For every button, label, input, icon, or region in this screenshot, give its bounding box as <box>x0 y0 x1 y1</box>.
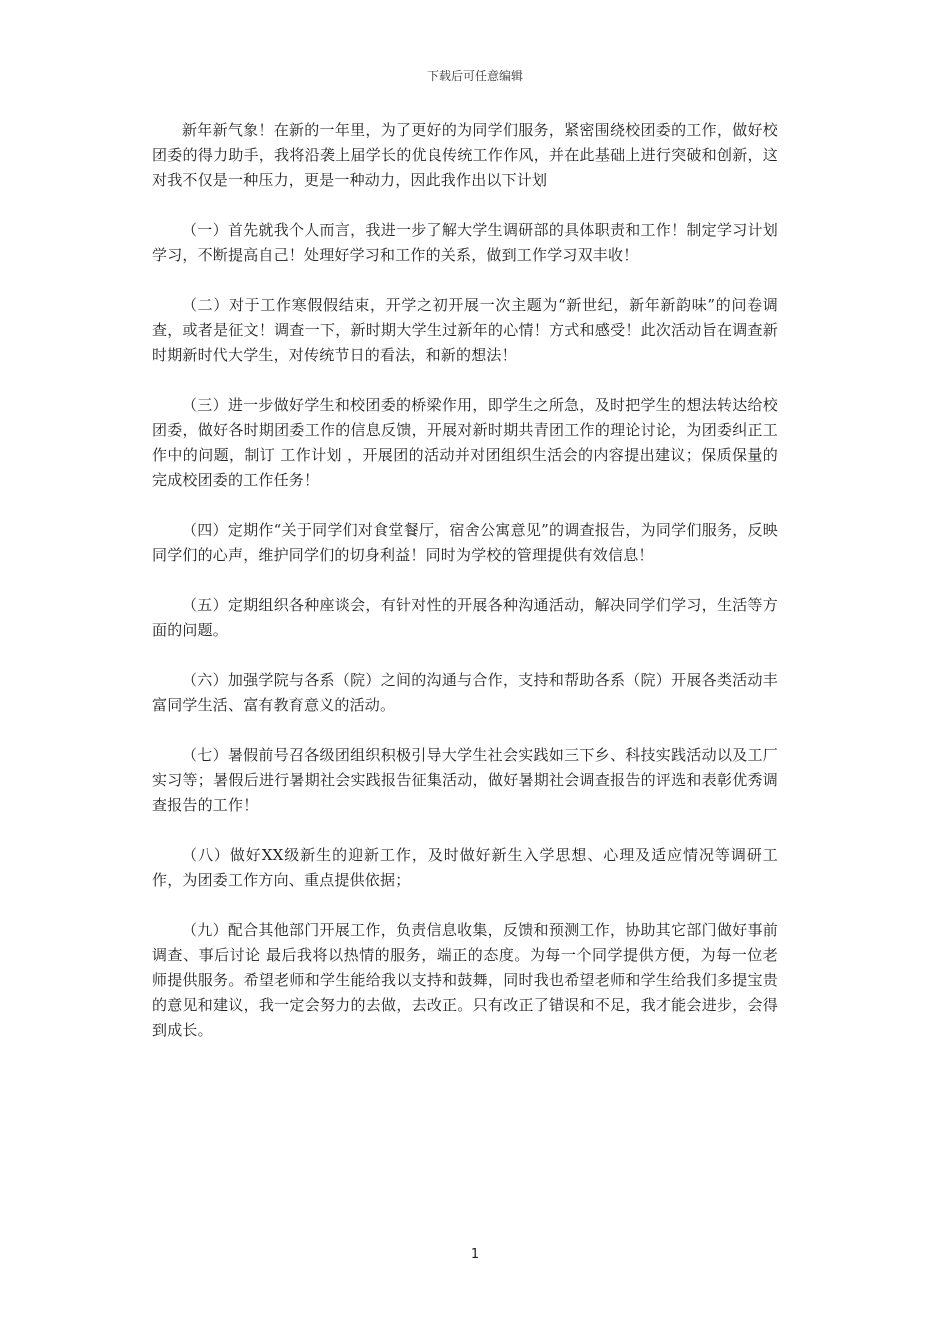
paragraph-item-5: （五）定期组织各种座谈会，有针对性的开展各种沟通活动，解决同学们学习，生活等方面的问题。 <box>152 596 778 639</box>
paragraph-item-7: （七）暑假前号召各级团组织积极引导大学生社会实践如三下乡、科技实践活动以及工厂实习等；暑假后进行暑期社会实践报告征集活动，做好暑期社会调查报告的评选和表彰优秀调查报告的工作！ <box>152 746 778 814</box>
paragraph-item-8: （八）做好XX级新生的迎新工作，及时做好新生入学思想、心理及适应情况等调研工作，为团委工作方向、重点提供依据； <box>152 846 778 889</box>
document-body <box>152 118 778 1068</box>
paragraph-item-4: （四）定期作“关于同学们对食堂餐厅，宿舍公寓意见”的调查报告，为同学们服务，反映同学们的心声，维护同学们的切身利益！同时为学校的管理提供有效信息！ <box>152 521 778 564</box>
page-number: 1 <box>470 1247 480 1262</box>
paragraph-item-9: （九）配合其他部门开展工作，负责信息收集，反馈和预测工作，协助其它部门做好事前调查、事后讨论 最后我将以热情的服务，端正的态度。为每一个同学提供方便，为每一位老师提供服务。希望老师和学生能给我以支持和鼓舞，同时我也希望老师和学生给我们多提宝贵的意见和建议，我一定会努力的去做，去改正。只有改正了错误和不足，我才能会进步，会得到成长。 <box>152 921 778 1039</box>
paragraph-item-3: （三）进一步做好学生和校团委的桥梁作用，即学生之所急，及时把学生的想法转达给校团委，做好各时期团委工作的信息反馈，开展对新时期共青团工作的理论讨论，为团委纠正工作中的问题，制订 工作计划 ，开展团的活动并对团组织生活会的内容提出建议；保质保量的完成校团委的工作任务！ <box>152 396 778 489</box>
paragraph-item-1: （一）首先就我个人而言，我进一步了解大学生调研部的具体职责和工作！制定学习计划学习，不断提高自己！处理好学习和工作的关系，做到工作学习双丰收！ <box>152 221 778 264</box>
paragraph-intro: 新年新气象！在新的一年里，为了更好的为同学们服务，紧密围绕校团委的工作，做好校团委的得力助手，我将沿袭上届学长的优良传统工作作风，并在此基础上进行突破和创新，这对我不仅是一种压力，更是一种动力，因此我作出以下计划 <box>152 121 778 189</box>
page-header: 下载后可任意编辑 <box>426 69 523 83</box>
paragraph-item-6: （六）加强学院与各系（院）之间的沟通与合作，支持和帮助各系（院）开展各类活动丰富同学生活、富有教育意义的活动。 <box>152 671 778 714</box>
paragraph-item-2: （二）对于工作寒假假结束，开学之初开展一次主题为“新世纪，新年新韵味”的问卷调查，或者是征文！调查一下，新时期大学生过新年的心情！方式和感受！此次活动旨在调查新时期新时代大学生，对传统节日的看法，和新的想法！ <box>152 296 778 364</box>
